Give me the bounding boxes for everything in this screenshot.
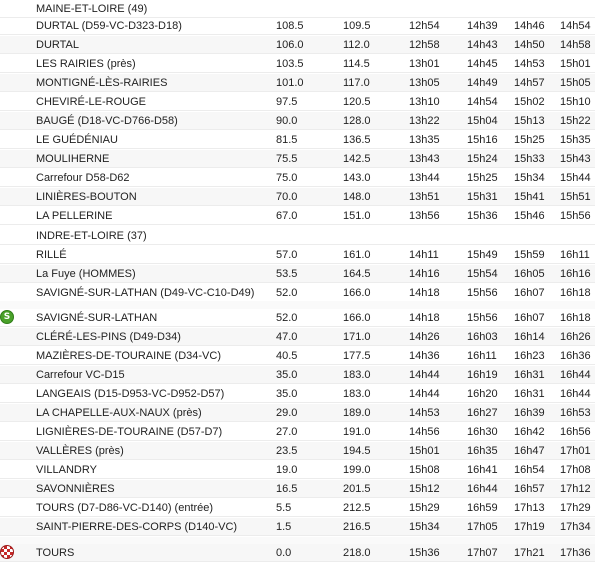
timetable-row [0,150,595,168]
distance-remaining: 29.0 [276,407,298,419]
time-schedule-2: 15h56 [467,312,498,324]
department-header-row [0,227,595,245]
distance-covered: 148.0 [343,191,371,203]
time-schedule-4: 16h36 [560,350,591,362]
time-schedule-4: 17h29 [560,502,591,514]
timetable-row [0,442,595,460]
timetable-row [0,188,595,206]
time-schedule-4: 17h01 [560,445,591,457]
spacer-row [0,301,595,309]
time-schedule-3: 16h47 [514,445,545,457]
timetable-row [0,385,595,403]
time-schedule-3: 15h25 [514,134,545,146]
timetable-row [0,461,595,479]
time-schedule-4: 17h08 [560,464,591,476]
department-name: INDRE-ET-LOIRE (37) [36,230,147,242]
time-schedule-3: 16h57 [514,483,545,495]
distance-covered: 201.5 [343,483,371,495]
location-name: SAINT-PIERRE-DES-CORPS (D140-VC) [36,521,238,533]
time-schedule-2: 14h39 [467,20,498,32]
time-schedule-2: 15h56 [467,287,498,299]
time-schedule-2: 16h30 [467,426,498,438]
location-name: LE GUÉDÉNIAU [36,134,118,146]
timetable-row [0,284,595,302]
time-schedule-4: 14h58 [560,39,591,51]
timetable-row [0,518,595,536]
location-name: MAZIÈRES-DE-TOURAINE (D34-VC) [36,350,221,362]
location-name: Carrefour D58-D62 [36,172,130,184]
distance-remaining: 35.0 [276,369,298,381]
time-schedule-1: 13h56 [409,210,440,222]
time-schedule-4: 15h22 [560,115,591,127]
time-schedule-4: 17h12 [560,483,591,495]
distance-covered: 218.0 [343,547,371,559]
time-schedule-2: 16h20 [467,388,498,400]
time-schedule-1: 14h16 [409,268,440,280]
time-schedule-1: 13h44 [409,172,440,184]
location-name: DURTAL [36,39,79,51]
location-name: LES RAIRIES (près) [36,58,136,70]
location-name: LINIÈRES-BOUTON [36,191,137,203]
time-schedule-1: 13h01 [409,58,440,70]
time-schedule-2: 15h49 [467,249,498,261]
department-name: MAINE-ET-LOIRE (49) [36,3,148,15]
time-schedule-3: 15h02 [514,96,545,108]
time-schedule-3: 17h19 [514,521,545,533]
timetable-row [0,404,595,422]
time-schedule-4: 16h11 [560,249,590,261]
time-schedule-3: 15h41 [514,191,545,203]
timetable-row [0,207,595,225]
location-name: Carrefour VC-D15 [36,369,125,381]
distance-remaining: 67.0 [276,210,298,222]
location-name: TOURS [36,547,75,559]
time-schedule-4: 16h18 [560,312,591,324]
time-schedule-1: 12h58 [409,39,440,51]
time-schedule-2: 16h19 [467,369,498,381]
time-schedule-3: 16h07 [514,312,545,324]
time-schedule-3: 16h31 [514,388,545,400]
distance-covered: 212.5 [343,502,371,514]
location-name: La Fuye (HOMMES) [36,268,136,280]
location-name: VILLANDRY [36,464,97,476]
time-schedule-1: 12h54 [409,20,440,32]
location-name: BAUGÉ (D18-VC-D766-D58) [36,115,178,127]
time-schedule-4: 16h16 [560,268,591,280]
time-schedule-3: 14h53 [514,58,545,70]
timetable-row [0,366,595,384]
time-schedule-4: 15h10 [560,96,591,108]
distance-covered: 109.5 [343,20,371,32]
time-schedule-1: 14h26 [409,331,440,343]
location-name: CHEVIRÉ-LE-ROUGE [36,96,147,108]
time-schedule-1: 14h36 [409,350,440,362]
time-schedule-1: 14h11 [409,249,439,261]
distance-covered: 128.0 [343,115,371,127]
time-schedule-4: 16h26 [560,331,591,343]
time-schedule-4: 15h05 [560,77,591,89]
time-schedule-3: 15h33 [514,153,545,165]
time-schedule-1: 15h12 [409,483,440,495]
time-schedule-1: 13h51 [409,191,440,203]
location-name: LIGNIÈRES-DE-TOURAINE (D57-D7) [36,426,223,438]
location-name: VALLÈRES (près) [36,445,124,457]
distance-covered: 216.5 [343,521,371,533]
location-name: RILLÉ [36,249,67,261]
distance-covered: 136.5 [343,134,371,146]
distance-remaining: 16.5 [276,483,298,495]
location-name: SAVIGNÉ-SUR-LATHAN [36,312,158,324]
timetable-row [0,131,595,149]
time-schedule-3: 16h14 [514,331,545,343]
time-schedule-2: 15h54 [467,268,498,280]
time-schedule-2: 16h27 [467,407,498,419]
distance-remaining: 23.5 [276,445,298,457]
distance-remaining: 75.0 [276,172,298,184]
time-schedule-3: 14h46 [514,20,545,32]
timetable-row [0,112,595,130]
time-schedule-4: 17h36 [560,547,591,559]
distance-remaining: 108.5 [276,20,304,32]
distance-remaining: 75.5 [276,153,298,165]
distance-remaining: 101.0 [276,77,304,89]
distance-covered: 183.0 [343,369,371,381]
distance-remaining: 47.0 [276,331,298,343]
distance-covered: 166.0 [343,287,371,299]
time-schedule-2: 14h54 [467,96,498,108]
distance-remaining: 53.5 [276,268,298,280]
spacer-row [0,537,595,544]
time-schedule-4: 16h44 [560,388,591,400]
time-schedule-2: 15h24 [467,153,498,165]
time-schedule-2: 16h44 [467,483,498,495]
location-name: SAVIGNÉ-SUR-LATHAN (D49-VC-C10-D49) [36,287,255,299]
time-schedule-1: 15h01 [409,445,440,457]
time-schedule-4: 15h35 [560,134,591,146]
time-schedule-3: 14h50 [514,39,545,51]
time-schedule-2: 14h49 [467,77,498,89]
time-schedule-1: 14h44 [409,388,440,400]
time-schedule-3: 15h34 [514,172,545,184]
timetable-row [0,309,595,327]
distance-covered: 194.5 [343,445,371,457]
time-schedule-2: 15h36 [467,210,498,222]
distance-remaining: 97.5 [276,96,298,108]
time-schedule-1: 13h22 [409,115,440,127]
time-schedule-1: 15h36 [409,547,440,559]
distance-covered: 191.0 [343,426,371,438]
distance-remaining: 106.0 [276,39,304,51]
location-name: LA PELLERINE [36,210,113,222]
timetable-row [0,544,595,562]
time-schedule-3: 16h54 [514,464,545,476]
time-schedule-2: 16h11 [467,350,497,362]
distance-covered: 142.5 [343,153,371,165]
timetable-row [0,499,595,517]
distance-remaining: 52.0 [276,287,298,299]
location-name: DURTAL (D59-VC-D323-D18) [36,20,182,32]
distance-covered: 183.0 [343,388,371,400]
location-name: SAVONNIÈRES [36,483,115,495]
time-schedule-3: 16h23 [514,350,545,362]
distance-covered: 151.0 [343,210,371,222]
timetable-row [0,169,595,187]
location-name: LANGEAIS (D15-D953-VC-D952-D57) [36,388,225,400]
location-name: MOULIHERNE [36,153,110,165]
distance-covered: 199.0 [343,464,371,476]
distance-covered: 161.0 [343,249,371,261]
distance-remaining: 5.5 [276,502,292,514]
timetable-row [0,265,595,283]
distance-remaining: 81.5 [276,134,298,146]
time-schedule-1: 15h08 [409,464,440,476]
time-schedule-2: 16h41 [467,464,498,476]
time-schedule-4: 15h56 [560,210,591,222]
distance-covered: 166.0 [343,312,371,324]
time-schedule-2: 16h35 [467,445,498,457]
time-schedule-2: 17h05 [467,521,498,533]
time-schedule-2: 15h16 [467,134,498,146]
time-schedule-2: 16h03 [467,331,498,343]
time-schedule-2: 15h04 [467,115,498,127]
distance-remaining: 35.0 [276,388,298,400]
distance-remaining: 27.0 [276,426,298,438]
time-schedule-2: 15h25 [467,172,498,184]
time-schedule-1: 13h43 [409,153,440,165]
timetable-row [0,480,595,498]
time-schedule-2: 17h07 [467,547,498,559]
distance-remaining: 57.0 [276,249,298,261]
timetable-row [0,423,595,441]
time-schedule-1: 14h18 [409,312,440,324]
timetable-row [0,347,595,365]
timetable-row [0,246,595,264]
time-schedule-1: 13h35 [409,134,440,146]
location-name: LA CHAPELLE-AUX-NAUX (près) [36,407,202,419]
distance-remaining: 19.0 [276,464,298,476]
time-schedule-3: 17h21 [514,547,545,559]
time-schedule-3: 15h46 [514,210,545,222]
timetable-row [0,55,595,73]
time-schedule-3: 17h13 [514,502,545,514]
time-schedule-2: 16h59 [467,502,498,514]
distance-covered: 189.0 [343,407,371,419]
distance-remaining: 70.0 [276,191,298,203]
location-name: MONTIGNÉ-LÈS-RAIRIES [36,77,168,89]
time-schedule-3: 14h57 [514,77,545,89]
distance-covered: 114.5 [343,58,370,70]
time-schedule-1: 14h44 [409,369,440,381]
distance-remaining: 52.0 [276,312,298,324]
time-schedule-4: 15h01 [560,58,591,70]
time-schedule-1: 14h53 [409,407,440,419]
distance-remaining: 90.0 [276,115,298,127]
timetable-row [0,93,595,111]
time-schedule-1: 15h29 [409,502,440,514]
timetable-row [0,36,595,54]
location-name: TOURS (D7-D86-VC-D140) (entrée) [36,502,214,514]
sprint-start-icon [0,310,14,324]
distance-covered: 120.5 [343,96,371,108]
location-name: CLÉRÉ-LES-PINS (D49-D34) [36,331,181,343]
time-schedule-4: 16h44 [560,369,591,381]
distance-covered: 164.5 [343,268,371,280]
distance-covered: 112.0 [343,39,370,51]
finish-flag-icon [0,545,14,559]
time-schedule-3: 16h31 [514,369,545,381]
time-schedule-2: 14h43 [467,39,498,51]
distance-covered: 117.0 [343,77,370,89]
distance-covered: 177.5 [343,350,371,362]
time-schedule-1: 14h56 [409,426,440,438]
time-schedule-1: 13h05 [409,77,440,89]
distance-remaining: 40.5 [276,350,298,362]
time-schedule-1: 15h34 [409,521,440,533]
time-schedule-4: 16h56 [560,426,591,438]
distance-remaining: 0.0 [276,547,292,559]
time-schedule-4: 15h43 [560,153,591,165]
time-schedule-3: 16h39 [514,407,545,419]
time-schedule-3: 15h59 [514,249,545,261]
distance-remaining: 103.5 [276,58,304,70]
time-schedule-3: 16h07 [514,287,545,299]
time-schedule-3: 16h42 [514,426,545,438]
time-schedule-4: 17h34 [560,521,591,533]
time-schedule-4: 16h53 [560,407,591,419]
distance-remaining: 1.5 [276,521,292,533]
time-schedule-3: 15h13 [514,115,545,127]
distance-covered: 143.0 [343,172,371,184]
time-schedule-4: 14h54 [560,20,591,32]
time-schedule-4: 15h51 [560,191,591,203]
time-schedule-1: 14h18 [409,287,440,299]
time-schedule-3: 16h05 [514,268,545,280]
timetable-row [0,74,595,92]
time-schedule-1: 13h10 [409,96,440,108]
timetable-row [0,328,595,346]
time-schedule-4: 15h44 [560,172,591,184]
timetable-row [0,17,595,35]
time-schedule-2: 14h45 [467,58,498,70]
time-schedule-2: 15h31 [467,191,498,203]
time-schedule-4: 16h18 [560,287,591,299]
distance-covered: 171.0 [343,331,371,343]
department-header-row [0,0,595,18]
